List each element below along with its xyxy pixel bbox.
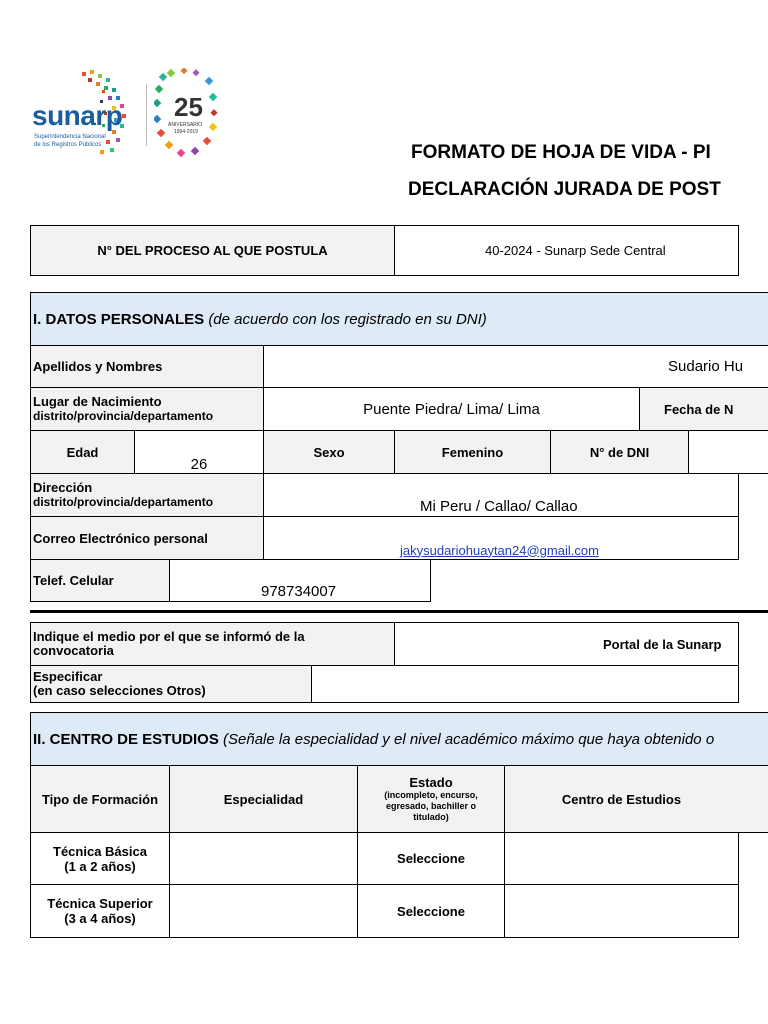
form-subtitle: DECLARACIÓN JURADA DE POST [408,179,721,200]
birthplace-label-line2: distrito/provincia/departamento [33,409,214,423]
birthplace-label [30,387,264,431]
age-label: Edad [30,430,135,474]
table-row-type [30,884,170,938]
section-personal-data-title: I. DATOS PERSONALES [33,310,205,328]
row2-center-field[interactable] [504,884,739,938]
specify-field[interactable] [311,665,739,703]
anniversary-years: 1994-2019 [174,129,198,135]
col-header-status-note-1: (incompleto, encurso, [384,790,478,800]
email-label: Correo Electrónico personal [30,516,264,560]
sex-label: Sexo [263,430,395,474]
age-field[interactable]: 26 [134,430,264,474]
dni-label: N° de DNI [550,430,689,474]
sex-field[interactable]: Femenino [394,430,551,474]
name-field[interactable]: Sudario Hu [263,345,768,388]
source-label-line2: convocatoria [33,643,114,658]
col-header-center: Centro de Estudios [504,765,768,833]
col-header-status-note-3: titulado) [413,812,449,822]
sunarp-subtitle-1: Superintendencia Nacional [34,134,106,140]
email-link[interactable]: jakysudariohuaytan24@gmail.com [400,542,599,558]
source-label [30,622,395,666]
address-field[interactable]: Mi Peru / Callao/ Callao [263,473,739,517]
logo-divider [146,84,147,146]
specify-label [30,665,312,703]
birthdate-label: Fecha de N [639,387,768,431]
sunarp-logo [30,66,140,158]
process-value[interactable]: 40-2024 - Sunarp Sede Central [394,225,739,276]
col-header-status [357,765,505,833]
form-title: FORMATO DE HOJA DE VIDA - PI [411,142,711,163]
source-field[interactable]: Portal de la Sunarp [394,622,739,666]
anniversary-logo [154,68,218,160]
col-header-status-note-2: egresado, bachiller o [385,801,477,811]
row1-center-field[interactable] [504,832,739,885]
row2-type-line1: Técnica Superior [47,896,153,911]
sunarp-brand: sunarp [32,100,123,131]
row2-status-select[interactable]: Seleccione [357,884,505,938]
sunarp-subtitle-2: de los Registros Públicos [34,142,102,148]
specify-label-line1: Especificar [33,669,103,684]
birthplace-field[interactable]: Puente Piedra/ Lima/ Lima [263,387,640,431]
email-field[interactable] [263,516,739,560]
row1-status-select[interactable]: Seleccione [357,832,505,885]
col-header-specialty: Especialidad [169,765,358,833]
address-label-line1: Dirección [33,480,93,495]
col-header-status-label: Estado [409,775,453,790]
section-personal-data-header [30,292,768,346]
row1-type-line1: Técnica Básica [53,843,147,859]
table-row-type [30,832,170,885]
row2-specialty-field[interactable] [169,884,358,938]
col-header-type: Tipo de Formación [30,765,170,833]
process-label: N° DEL PROCESO AL QUE POSTULA [30,225,395,276]
birthplace-label-line1: Lugar de Nacimiento [33,394,162,409]
source-label-line1: Indique el medio por el que se informó de la [33,629,305,644]
row1-specialty-field[interactable] [169,832,358,885]
address-label [30,473,264,517]
anniversary-text: ANIVERSARIO [168,122,203,128]
row2-type-line2: (3 a 4 años) [64,911,136,926]
section-studies-header [30,712,768,766]
address-label-line2: distrito/provincia/departamento [33,495,214,509]
row1-type-line2: (1 a 2 años) [64,858,136,874]
anniversary-number: 25 [174,92,203,122]
phone-field[interactable]: 978734007 [169,559,431,602]
name-label: Apellidos y Nombres [30,345,264,388]
specify-label-line2: (en caso selecciones Otros) [33,683,206,698]
section-studies-note: (Señale la especialidad y el nivel académico máximo que haya obtenido o [223,730,715,748]
section-personal-data-note: (de acuerdo con los registrado en su DNI) [208,310,487,328]
section-studies-title: II. CENTRO DE ESTUDIOS [33,730,219,748]
thick-divider [30,610,768,613]
dni-field[interactable] [688,430,768,474]
phone-label: Telef. Celular [30,559,170,602]
